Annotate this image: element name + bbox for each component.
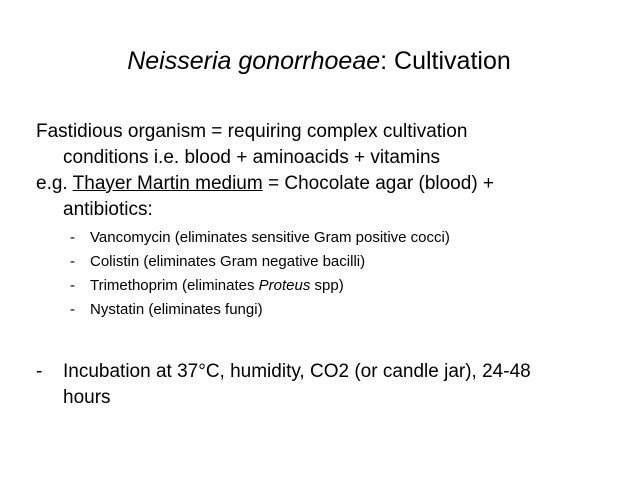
paragraph-incubation-line-2: hours <box>63 387 111 408</box>
dash-bullet: - <box>70 277 75 294</box>
title-organism: Neisseria gonorrhoeae <box>127 47 381 75</box>
dash-bullet: - <box>36 361 43 382</box>
paragraph-incubation <box>36 359 626 411</box>
list-item-text: Nystatin (eliminates fungi) <box>90 301 263 318</box>
slide-title <box>0 44 638 78</box>
paragraph-example-line-1 <box>36 171 616 197</box>
list-item <box>70 226 610 250</box>
list-item-text-post: spp) <box>310 277 344 294</box>
example-rest: = Chocolate agar (blood) + <box>262 173 495 194</box>
list-item <box>70 298 610 322</box>
thayer-martin-link[interactable]: Thayer Martin medium <box>72 173 263 194</box>
dash-bullet: - <box>70 301 75 318</box>
list-item <box>70 274 610 298</box>
dash-bullet: - <box>70 229 75 246</box>
paragraph-example-line-2: antibiotics: <box>63 199 153 220</box>
list-item-text: Vancomycin (eliminates sensitive Gram positive cocci) <box>90 229 450 246</box>
antibiotic-list <box>70 226 610 322</box>
paragraph-example <box>36 171 616 223</box>
paragraph-fastidious-line-1: Fastidious organism = requiring complex cultivation <box>36 121 468 142</box>
example-prefix: e.g. <box>36 173 73 194</box>
paragraph-incubation-line-1 <box>36 359 626 385</box>
list-item-text: Colistin (eliminates Gram negative bacilli) <box>90 253 366 270</box>
dash-bullet: - <box>70 253 75 270</box>
list-item <box>70 250 610 274</box>
paragraph-fastidious-line-2: conditions i.e. blood + aminoacids + vitamins <box>63 147 441 168</box>
incubation-text: Incubation at 37°C, humidity, CO2 (or candle jar), 24-48 <box>63 361 531 382</box>
list-item-text-italic: Proteus <box>258 277 311 294</box>
title-suffix: : Cultivation <box>380 47 511 75</box>
list-item-text-pre: Trimethoprim (eliminates <box>90 277 259 294</box>
paragraph-fastidious <box>36 119 616 171</box>
